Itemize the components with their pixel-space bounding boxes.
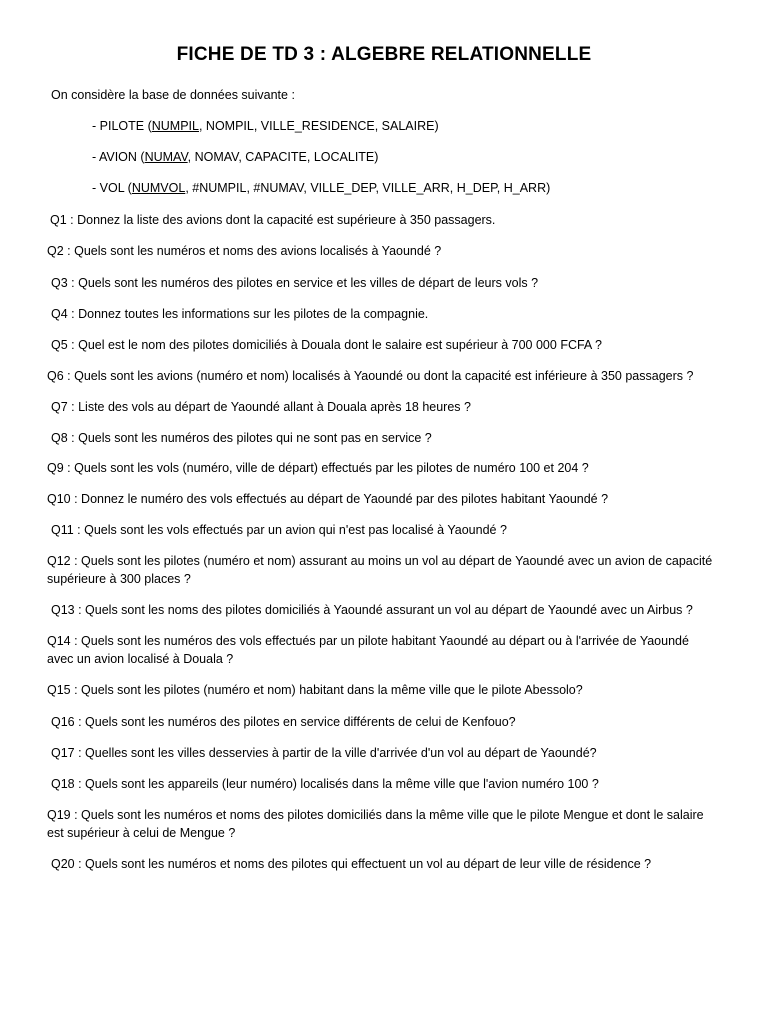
question-q8: Q8 : Quels sont les numéros des pilotes qui ne sont pas en service ? — [51, 431, 432, 445]
relation-vol — [92, 181, 550, 195]
question-q20: Q20 : Quels sont les numéros et noms des pilotes qui effectuent un vol au départ de leur ville de résidence ? — [51, 857, 652, 871]
relation-prefix: - VOL ( — [92, 181, 132, 195]
question-q14: Q14 : Quels sont les numéros des vols effectués par un pilote habitant Yaoundé au départ ou à l'arrivée de Yaoundé avec un avion localisé à Douala ? — [47, 634, 689, 666]
question-q3: Q3 : Quels sont les numéros des pilotes en service et les villes de départ de leurs vols ? — [51, 276, 539, 290]
question-q6: Q6 : Quels sont les avions (numéro et nom) localisés à Yaoundé ou dont la capacité est inférieure à 350 passagers ? — [47, 369, 694, 383]
question-q5: Q5 : Quel est le nom des pilotes domiciliés à Douala dont le salaire est supérieur à 700 000 FCFA ? — [51, 338, 602, 352]
question-q16: Q16 : Quels sont les numéros des pilotes en service différents de celui de Kenfouo? — [51, 715, 516, 729]
question-q10: Q10 : Donnez le numéro des vols effectués au départ de Yaoundé par des pilotes habitant Yaoundé ? — [47, 492, 609, 506]
relation-key: NUMVOL — [131, 181, 186, 195]
question-q18: Q18 : Quels sont les appareils (leur numéro) localisés dans la même ville que l'avion numéro 100 ? — [51, 777, 599, 791]
question-q1: Q1 : Donnez la liste des avions dont la capacité est supérieure à 350 passagers. — [50, 213, 496, 227]
page-title: FICHE DE TD 3 : ALGEBRE RELATIONNELLE — [176, 44, 592, 65]
relation-key: NUMAV — [144, 150, 188, 164]
question-q11: Q11 : Quels sont les vols effectués par un avion qui n'est pas localisé à Yaoundé ? — [51, 523, 507, 537]
question-q4: Q4 : Donnez toutes les informations sur les pilotes de la compagnie. — [51, 307, 429, 321]
relation-attributes: , NOMAV, CAPACITE, LOCALITE) — [187, 150, 379, 164]
relation-prefix: - PILOTE ( — [92, 119, 152, 133]
relation-pilote — [92, 119, 439, 133]
relation-attributes: , NOMPIL, VILLE_RESIDENCE, SALAIRE) — [198, 119, 439, 133]
question-q9: Q9 : Quels sont les vols (numéro, ville de départ) effectués par les pilotes de numéro 100 et 204 ? — [47, 461, 589, 475]
relation-prefix: - AVION ( — [92, 150, 145, 164]
relation-key: NUMPIL — [151, 119, 199, 133]
question-q13: Q13 : Quels sont les noms des pilotes domiciliés à Yaoundé assurant un vol au départ de Yaoundé avec un Airbus ? — [51, 603, 693, 617]
question-q7: Q7 : Liste des vols au départ de Yaoundé allant à Douala après 18 heures ? — [51, 400, 471, 414]
relation-avion — [92, 150, 378, 164]
relation-attributes: , #NUMPIL, #NUMAV, VILLE_DEP, VILLE_ARR, H_DEP, H_ARR) — [185, 181, 551, 195]
question-q17: Q17 : Quelles sont les villes desservies à partir de la ville d'arrivée d'un vol au départ de Yaoundé? — [51, 746, 597, 760]
question-q19: Q19 : Quels sont les numéros et noms des pilotes domiciliés dans la même ville que le pilote Mengue et dont le salaire est supérieur à celui de Mengue ? — [47, 808, 704, 840]
intro-text: On considère la base de données suivante : — [51, 88, 295, 102]
question-q12: Q12 : Quels sont les pilotes (numéro et nom) assurant au moins un vol au départ de Yaoundé avec un avion de capacité supérieure à 300 places ? — [47, 554, 713, 586]
question-q2: Q2 : Quels sont les numéros et noms des avions localisés à Yaoundé ? — [47, 244, 442, 258]
question-q15: Q15 : Quels sont les pilotes (numéro et nom) habitant dans la même ville que le pilote Abessolo? — [47, 683, 583, 697]
